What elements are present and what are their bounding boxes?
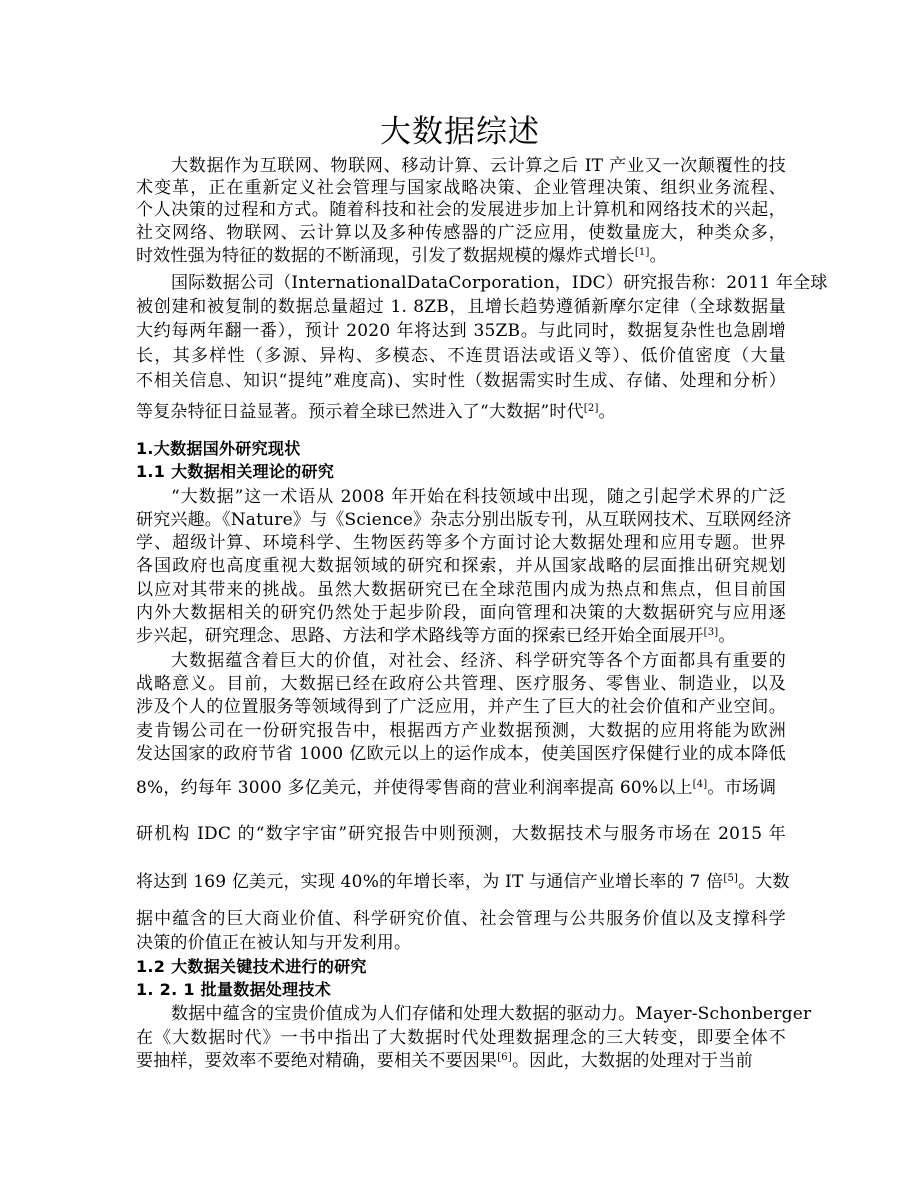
paragraph-line: 麦肯锡公司在一份研究报告中，根据西方产业数据预测，大数据的应用将能为欧洲	[136, 721, 786, 741]
paragraph-line: 战略意义。目前，大数据已经在政府公共管理、医疗服务、零售业、制造业，以及	[136, 674, 786, 694]
subsection-heading: 1.1 大数据相关理论的研究	[136, 462, 335, 481]
paragraph-line: 在《大数据时代》一书中指出了大数据时代处理数据理念的三大转变，即要全体不	[136, 1028, 786, 1048]
paragraph-line: 发达国家的政府节省 1000 亿欧元以上的运作成本，使美国医疗保健行业的成本降低	[136, 744, 786, 764]
paragraph-line: 等复杂特征日益显著。预示着全球已然进入了“大数据”时代[2]。	[136, 402, 616, 422]
paragraph-line: 被创建和被复制的数据总量超过 1. 8ZB，且增长趋势遵循新摩尔定律（全球数据量	[136, 297, 786, 317]
paragraph-line: 将达到 169 亿美元，实现 40%的年增长率，为 IT 与通信产业增长率的 7 倍[5]。大数	[136, 872, 790, 892]
paragraph-line: 学、超级计算、环境科学、生物医药等多个方面讨论大数据处理和应用专题。世界	[136, 533, 786, 553]
citation: [3]	[703, 627, 719, 638]
paragraph-line: 术变革，正在重新定义社会管理与国家战略决策、企业管理决策、组织业务流程、	[136, 178, 786, 198]
paragraph-line: 涉及个人的位置服务等领域得到了广泛应用，并产生了巨大的社会价值和产业空间。	[136, 697, 786, 717]
paragraph-line: 内外大数据相关的研究仍然处于起步阶段，面向管理和决策的大数据研究与应用逐	[136, 603, 786, 623]
paragraph-line: 数据中蕴含的宝贵价值成为人们存储和处理大数据的驱动力。Mayer-Schonberger	[171, 1004, 812, 1024]
paragraph-line: 个人决策的过程和方式。随着科技和社会的发展进步加上计算机和网络技术的兴起，	[136, 200, 786, 220]
citation: [2]	[583, 403, 599, 414]
document-title: 大数据综述	[380, 114, 540, 150]
paragraph-line: 时效性强为特征的数据的不断涌现，引发了数据规模的爆炸式增长[1]。	[136, 246, 667, 266]
paragraph-line: 大数据作为互联网、物联网、移动计算、云计算之后 IT 产业又一次颠覆性的技	[171, 156, 786, 176]
paragraph-line: 研究兴趣。《Nature》与《Science》杂志分别出版专刊，从互联网技术、互联网经济	[136, 510, 792, 530]
citation: [5]	[723, 873, 739, 884]
paragraph-line: 各国政府也高度重视大数据领域的研究和探索，并从国家战略的层面推出研究规划	[136, 556, 786, 576]
subsection-heading: 1.2 大数据关键技术进行的研究	[136, 957, 367, 976]
paragraph-line: “大数据”这一术语从 2008 年开始在科技领域中出现，随之引起学术界的广泛	[171, 487, 786, 507]
paragraph-line: 研机构 IDC 的“数字宇宙”研究报告中则预测，大数据技术与服务市场在 2015 年	[136, 824, 786, 844]
paragraph-line: 社交网络、物联网、云计算以及多种传感器的广泛应用，使数量庞大，种类众多，	[136, 223, 786, 243]
paragraph-line: 据中蕴含的巨大商业价值、科学研究价值、社会管理与公共服务价值以及支撑科学	[136, 909, 786, 929]
subsubsection-heading: 1. 2. 1 批量数据处理技术	[136, 980, 332, 999]
paragraph-line: 8%，约每年 3000 多亿美元，并使得零售商的营业利润率提高 60%以上[4]。市场调	[136, 778, 777, 798]
paragraph-line: 以应对其带来的挑战。虽然大数据研究已在全球范围内成为热点和焦点，但目前国	[136, 580, 786, 600]
paragraph-line: 步兴起，研究理念、思路、方法和学术路线等方面的探索已经开始全面展开[3]。	[136, 626, 736, 646]
paragraph-line: 大约每两年翻一番），预计 2020 年将达到 35ZB。与此同时，数据复杂性也急剧增	[136, 321, 786, 341]
paragraph-line: 决策的价值正在被认知与开发利用。	[136, 933, 412, 953]
paragraph-line: 要抽样，要效率不要绝对精确，要相关不要因果[6]。因此，大数据的处理对于当前	[136, 1051, 753, 1071]
section-heading: 1.大数据国外研究现状	[136, 439, 301, 458]
paragraph-line: 国际数据公司（InternationalDataCorporation，IDC）研究报告称：2011 年全球	[171, 273, 828, 293]
paragraph-line: 大数据蕴含着巨大的价值，对社会、经济、科学研究等各个方面都具有重要的	[171, 651, 786, 671]
paragraph-line: 不相关信息、知识“提纯”难度高)、实时性（数据需实时生成、存储、处理和分析）	[136, 371, 786, 391]
citation: [4]	[692, 779, 708, 790]
paragraph-line: 长，其多样性（多源、异构、多模态、不连贯语法或语义等）、低价值密度（大量	[136, 346, 786, 366]
citation: [6]	[497, 1052, 512, 1063]
citation: [1]	[634, 247, 650, 258]
